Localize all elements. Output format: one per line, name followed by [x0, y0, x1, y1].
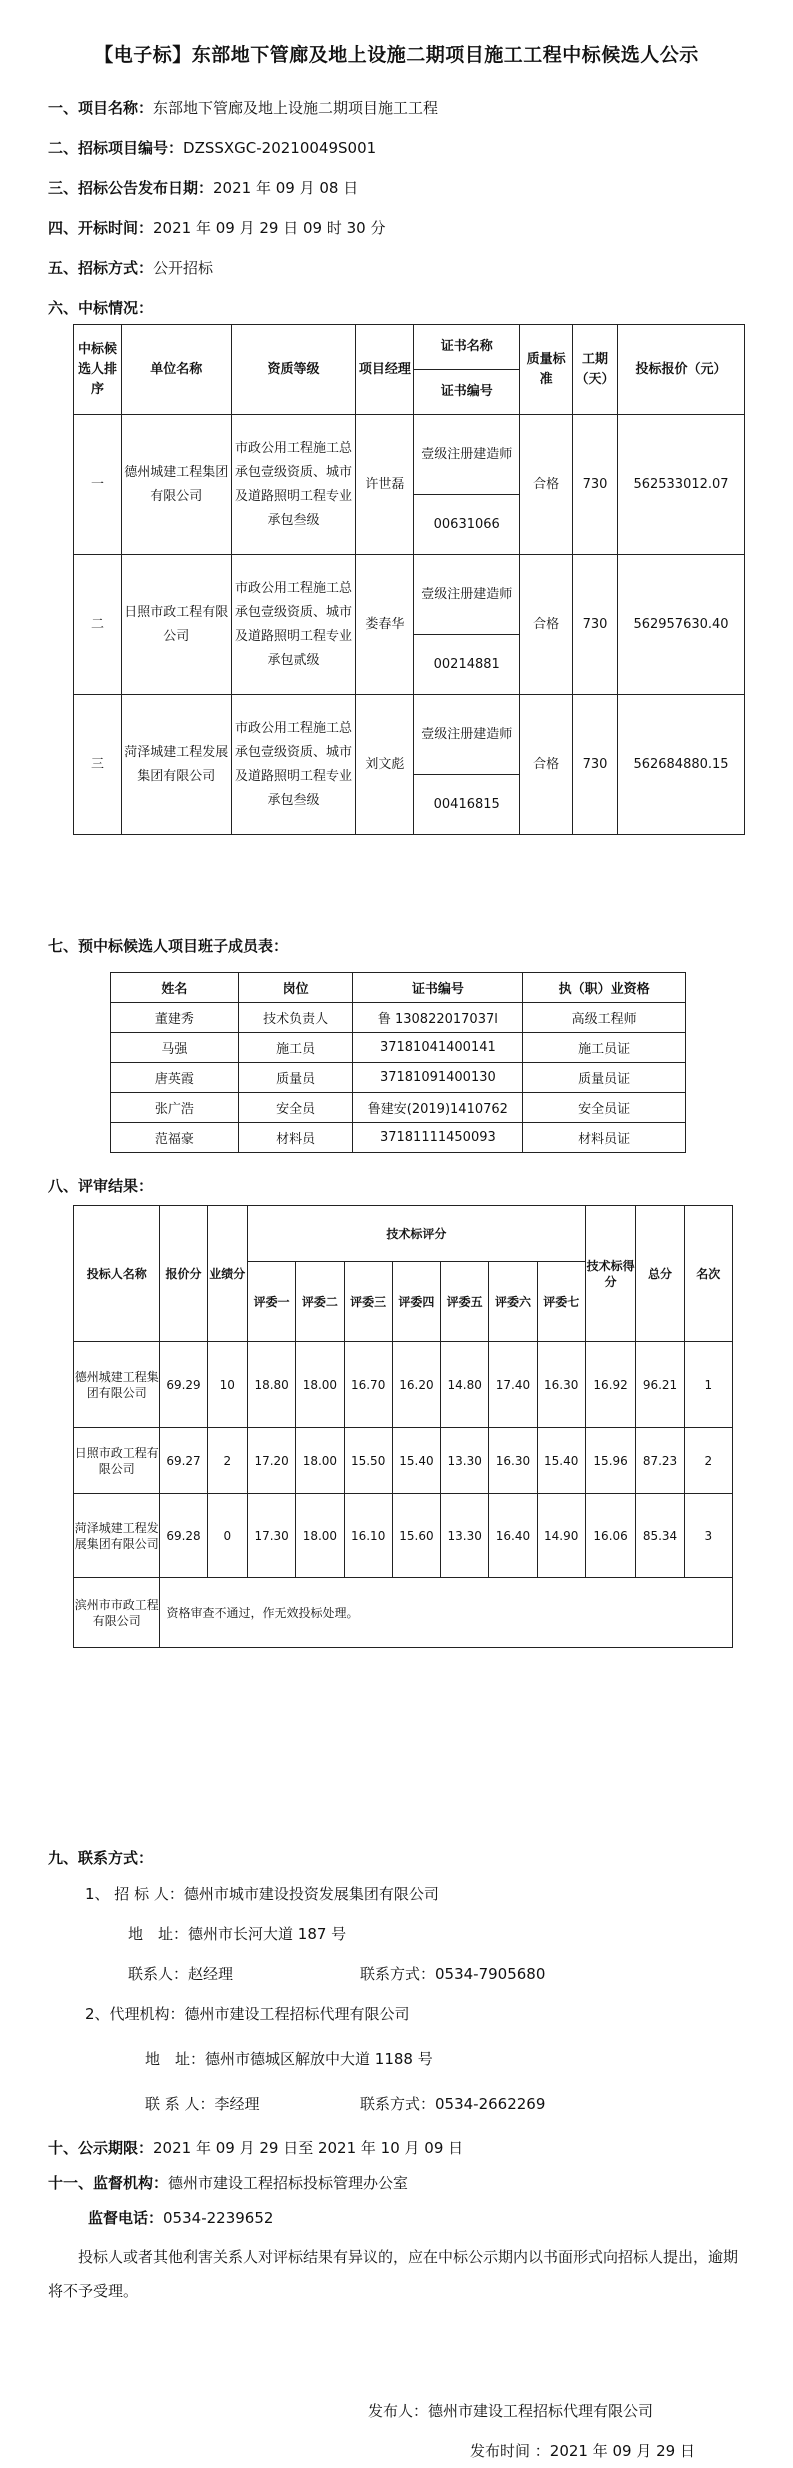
team-header-qualification: 执（职）业资格	[523, 973, 686, 1003]
publisher: 发布人：德州市建设工程招标代理有限公司	[368, 2402, 654, 2420]
contact-agency-address: 地 址：德州市德城区解放中大道 1188 号	[145, 2050, 433, 2068]
team-header-post: 岗位	[238, 973, 353, 1003]
cand-price: 562684880.15	[618, 695, 745, 835]
cand-cert: 壹级注册建造师	[414, 415, 520, 495]
section-8: 八、评审结果：	[48, 1177, 154, 1195]
header-price: 投标报价（元）	[618, 325, 745, 415]
eval-header-techscore: 技术标得分	[585, 1206, 636, 1342]
section-11: 十一、监督机构：德州市建设工程招标投标管理办公室	[48, 2174, 409, 2192]
table-row: 唐英霞 质量员 37181091400130 质量员证	[111, 1063, 686, 1093]
header-certno: 证书编号	[414, 370, 520, 415]
eval-header-rank: 名次	[684, 1206, 732, 1342]
eval-header-judge: 评委七	[537, 1262, 585, 1342]
eval-header-judge: 评委一	[247, 1262, 295, 1342]
header-quality: 质量标准	[520, 325, 573, 415]
eval-header-judge: 评委五	[441, 1262, 489, 1342]
section-1: 一、项目名称：东部地下管廊及地上设施二期项目施工工程	[48, 99, 439, 117]
table-row: 日照市政工程有限公司 69.27 2 17.20 18.00 15.50 15.40 13.30 16.30 15.40 15.96 87.23 2	[74, 1428, 733, 1494]
cand-rank: 一	[74, 415, 122, 555]
eval-header-judge: 评委三	[344, 1262, 392, 1342]
eval-header-performance: 业绩分	[207, 1206, 247, 1342]
header-cert: 证书名称	[414, 325, 520, 370]
cand-unit: 菏泽城建工程发展集团有限公司	[121, 695, 231, 835]
objection-notice: 投标人或者其他利害关系人对评标结果有异议的，应在中标公示期内以书面形式向招标人提出，逾期将不予受理。	[48, 2248, 739, 2300]
section-9: 九、联系方式：	[48, 1849, 154, 1867]
candidate-table	[73, 324, 745, 835]
cand-certno: 00416815	[414, 775, 520, 835]
section-11-phone: 监督电话：0534-2239652	[88, 2209, 274, 2227]
section-4: 四、开标时间：2021 年 09 月 29 日 09 时 30 分	[48, 219, 386, 237]
eval-header-tech: 技术标评分	[247, 1206, 585, 1262]
cand-qual: 市政公用工程施工总承包壹级资质、城市及道路照明工程专业承包贰级	[231, 555, 356, 695]
eval-header-judge: 评委六	[489, 1262, 537, 1342]
team-table	[110, 972, 686, 1153]
publish-date: 发布时间 ：2021 年 09 月 29 日	[470, 2442, 695, 2460]
table-row: 董建秀 技术负责人 鲁 130822017037l 高级工程师	[111, 1003, 686, 1033]
cand-manager: 娄春华	[356, 555, 414, 695]
cand-quality: 合格	[520, 695, 573, 835]
contact-tenderer-address: 地 址：德州市长河大道 187 号	[128, 1925, 347, 1943]
contact-agency: 2、代理机构：德州市建设工程招标代理有限公司	[85, 2005, 410, 2023]
eval-header-bidder: 投标人名称	[74, 1206, 160, 1342]
table-row: 滨州市市政工程有限公司 资格审查不通过，作无效投标处理。	[74, 1578, 733, 1648]
cand-rank: 二	[74, 555, 122, 695]
eval-header-judge: 评委二	[296, 1262, 344, 1342]
eval-header-price: 报价分	[160, 1206, 207, 1342]
section-7: 七、预中标候选人项目班子成员表：	[48, 937, 289, 955]
cand-quality: 合格	[520, 555, 573, 695]
table-row: 范福豪 材料员 37181111450093 材料员证	[111, 1123, 686, 1153]
page-title: 【电子标】东部地下管廊及地上设施二期项目施工工程中标候选人公示	[94, 44, 699, 66]
cand-certno: 00214881	[414, 635, 520, 695]
cand-certno: 00631066	[414, 495, 520, 555]
section-2: 二、招标项目编号：DZSSXGC-20210049S001	[48, 139, 377, 157]
cand-unit: 日照市政工程有限公司	[121, 555, 231, 695]
contact-tenderer-phone: 联系方式：0534-7905680	[360, 1965, 546, 1983]
section-10: 十、公示期限：2021 年 09 月 29 日至 2021 年 10 月 09 日	[48, 2139, 464, 2157]
fail-note: 资格审查不通过，作无效投标处理。	[160, 1578, 733, 1648]
contact-agency-person: 联 系 人：李经理	[145, 2095, 260, 2113]
cand-price: 562957630.40	[618, 555, 745, 695]
section-5: 五、招标方式：公开招标	[48, 259, 214, 277]
team-header-certno: 证书编号	[353, 973, 523, 1003]
evaluation-table	[73, 1205, 733, 1648]
cand-qual: 市政公用工程施工总承包壹级资质、城市及道路照明工程专业承包叁级	[231, 695, 356, 835]
cand-cert: 壹级注册建造师	[414, 555, 520, 635]
team-header-name: 姓名	[111, 973, 239, 1003]
eval-header-judge: 评委四	[392, 1262, 440, 1342]
table-row: 菏泽城建工程发展集团有限公司 69.28 0 17.30 18.00 16.10 15.60 13.30 16.40 14.90 16.06 85.34 3	[74, 1494, 733, 1578]
cand-cert: 壹级注册建造师	[414, 695, 520, 775]
header-rank: 中标候选人排序	[74, 325, 122, 415]
header-period: 工期（天）	[573, 325, 618, 415]
cand-price: 562533012.07	[618, 415, 745, 555]
cand-period: 730	[573, 555, 618, 695]
cand-manager: 许世磊	[356, 415, 414, 555]
cand-period: 730	[573, 695, 618, 835]
cand-quality: 合格	[520, 415, 573, 555]
contact-tenderer: 1、 招 标 人：德州市城市建设投资发展集团有限公司	[85, 1885, 439, 1903]
cand-unit: 德州城建工程集团有限公司	[121, 415, 231, 555]
header-manager: 项目经理	[356, 325, 414, 415]
cand-rank: 三	[74, 695, 122, 835]
section-6: 六、中标情况：	[48, 299, 154, 317]
header-qualification: 资质等级	[231, 325, 356, 415]
cand-qual: 市政公用工程施工总承包壹级资质、城市及道路照明工程专业承包叁级	[231, 415, 356, 555]
section-3: 三、招标公告发布日期：2021 年 09 月 08 日	[48, 179, 359, 197]
header-unit: 单位名称	[121, 325, 231, 415]
eval-header-total: 总分	[636, 1206, 684, 1342]
cand-manager: 刘文彪	[356, 695, 414, 835]
contact-tenderer-person: 联系人：赵经理	[128, 1965, 234, 1983]
table-row: 马强 施工员 37181041400141 施工员证	[111, 1033, 686, 1063]
cand-period: 730	[573, 415, 618, 555]
contact-agency-phone: 联系方式：0534-2662269	[360, 2095, 546, 2113]
table-row: 德州城建工程集团有限公司 69.29 10 18.80 18.00 16.70 16.20 14.80 17.40 16.30 16.92 96.21 1	[74, 1342, 733, 1428]
table-row: 张广浩 安全员 鲁建安(2019)1410762 安全员证	[111, 1093, 686, 1123]
